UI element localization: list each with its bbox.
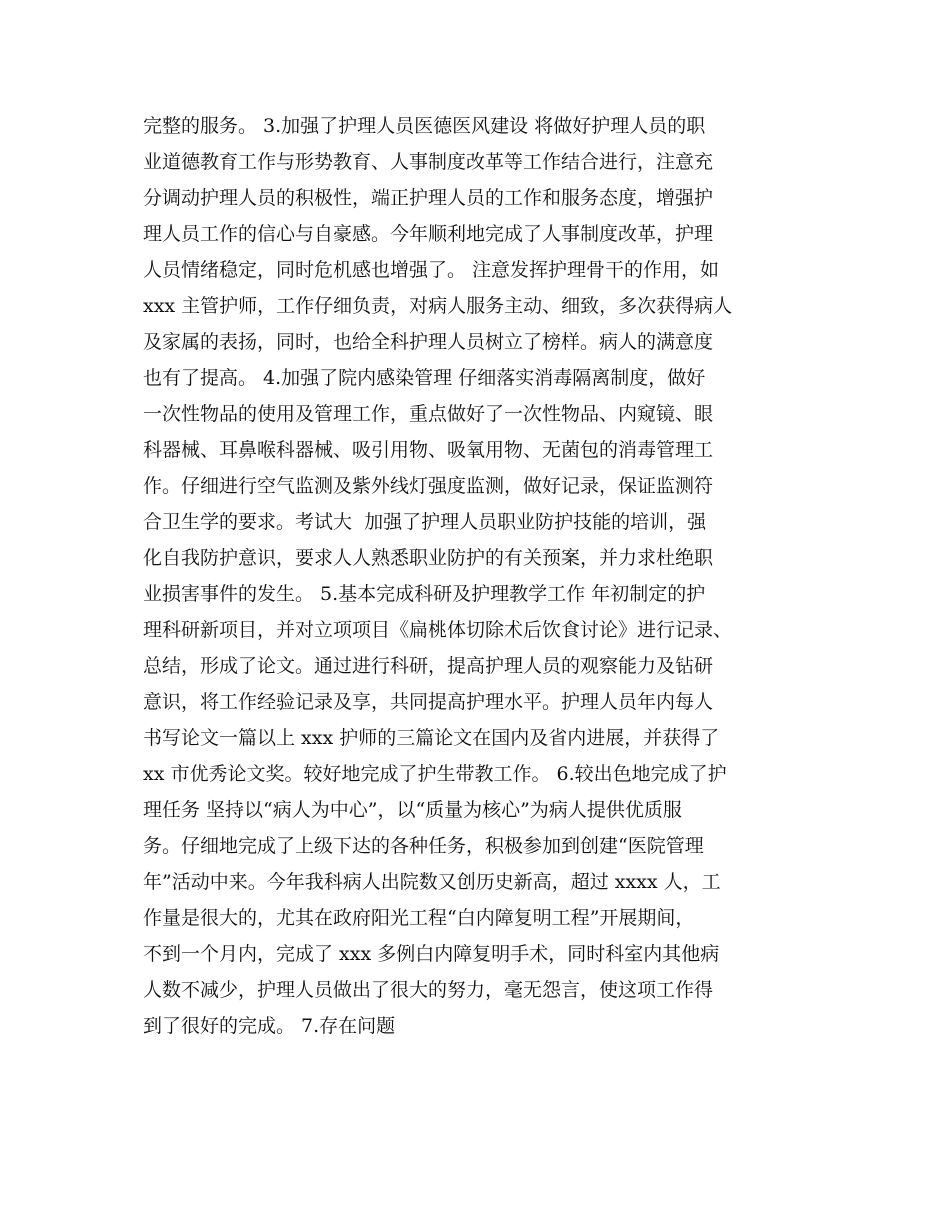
text-line: 书写论文一篇以上 xxx 护师的三篇论文在国内及省内进展，并获得了 [143, 727, 720, 749]
text-line: 化自我防护意识，要求人人熟悉职业防护的有关预案，并力求杜绝职 [143, 547, 714, 569]
text-line: 业道德教育工作与形势教育、人事制度改革等工作结合进行，注意充 [143, 151, 714, 173]
text-line: 业损害事件的发生。 5.基本完成科研及护理教学工作 年初制定的护 [143, 583, 706, 605]
text-line: 理人员工作的信心与自豪感。今年顺利地完成了人事制度改革，护理 [143, 223, 714, 245]
text-line: 及家属的表扬，同时，也给全科护理人员树立了榜样。病人的满意度 [143, 331, 714, 353]
text-line: 分调动护理人员的积极性，端正护理人员的工作和服务态度，增强护 [143, 187, 714, 209]
text-line: 到了很好的完成。 7.存在问题 [143, 1015, 396, 1037]
text-line: 科器械、耳鼻喉科器械、吸引用物、吸氧用物、无菌包的消毒管理工 [143, 439, 714, 461]
text-line: 人数不减少，护理人员做出了很大的努力，毫无怨言，使这项工作得 [143, 979, 714, 1001]
text-line: 人员情绪稳定，同时危机感也增强了。 注意发挥护理骨干的作用，如 [143, 259, 720, 281]
text-line: 年”活动中来。今年我科病人出院数又创历史新高，超过 xxxx 人，工 [143, 871, 721, 893]
text-line: 完整的服务。 3.加强了护理人员医德医风建设 将做好护理人员的职 [143, 115, 706, 137]
text-line: 务。仔细地完成了上级下达的各种任务，积极参加到创建“医院管理 [143, 835, 704, 857]
document-body [143, 108, 823, 1044]
text-line: 作。仔细进行空气监测及紫外线灯强度监测，做好记录，保证监测符 [143, 475, 714, 497]
text-line: 一次性物品的使用及管理工作，重点做好了一次性物品、内窥镜、眼 [143, 403, 714, 425]
text-line: 也有了提高。 4.加强了院内感染管理 仔细落实消毒隔离制度，做好 [143, 367, 706, 389]
text-line: xxx 主管护师，工作仔细负责，对病人服务主动、细致，多次获得病人 [143, 295, 733, 317]
text-line: 不到一个月内，完成了 xxx 多例白内障复明手术，同时科室内其他病 [143, 943, 720, 965]
text-line: 理任务 坚持以“病人为中心”，以“质量为核心”为病人提供优质服 [143, 799, 682, 821]
text-line: 总结，形成了论文。通过进行科研，提高护理人员的观察能力及钻研 [143, 655, 714, 677]
text-line: xx 市优秀论文奖。较好地完成了护生带教工作。 6.较出色地完成了护 [143, 763, 727, 785]
text-line: 意识，将工作经验记录及享，共同提高护理水平。护理人员年内每人 [143, 691, 714, 713]
text-line: 作量是很大的，尤其在政府阳光工程“白内障复明工程”开展期间， [143, 907, 695, 929]
text-line: 合卫生学的要求。考试大 加强了护理人员职业防护技能的培训，强 [143, 511, 707, 533]
text-line: 理科研新项目，并对立项项目《扁桃体切除术后饮食讨论》进行记录、 [143, 619, 733, 641]
